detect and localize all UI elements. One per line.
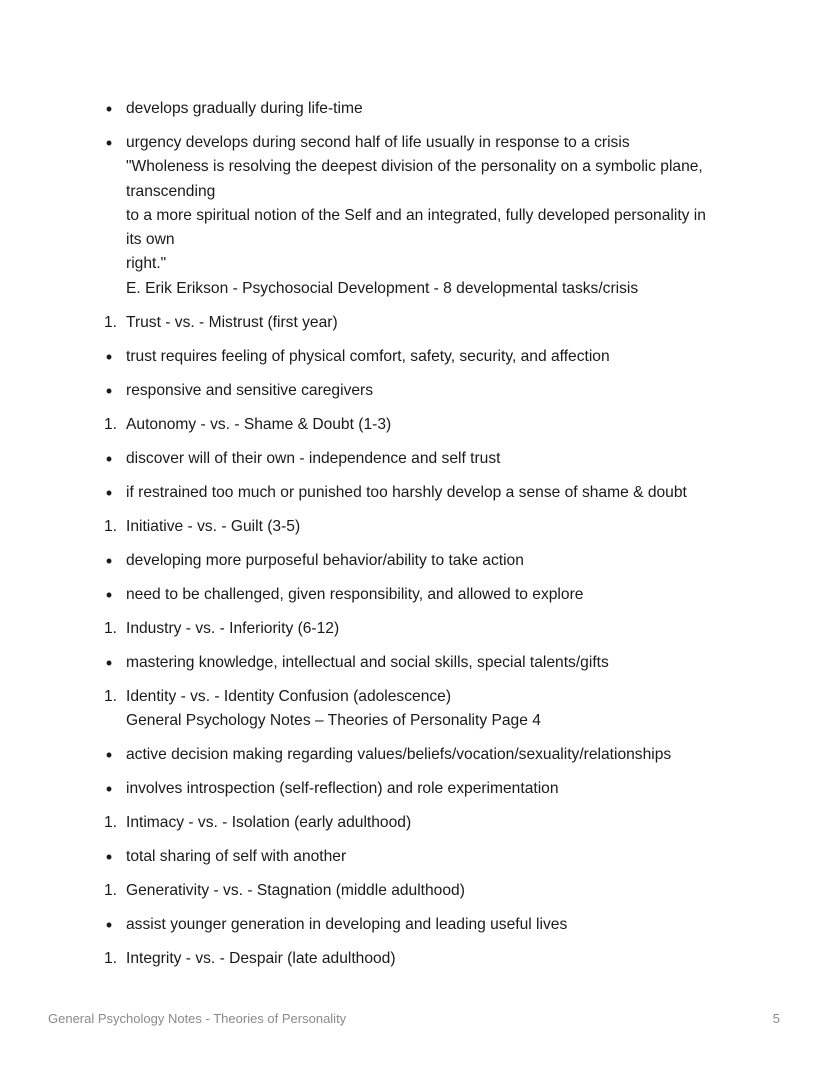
bullet-marker: • — [105, 846, 113, 867]
list-item-text: "Wholeness is resolving the deepest division of the personality on a symbolic plane, — [126, 158, 703, 176]
bullet-list-item — [0, 583, 828, 607]
numbered-list-item — [0, 947, 828, 971]
bullet-marker: • — [105, 380, 113, 401]
list-item-text: to a more spiritual notion of the Self and an integrated, fully developed personality in — [126, 206, 706, 224]
numbered-list-item — [0, 617, 828, 641]
bullet-marker: • — [105, 744, 113, 765]
list-number: 1. — [104, 619, 118, 637]
bullet-list-item — [0, 481, 828, 505]
list-item-text: urgency develops during second half of life usually in response to a crisis — [126, 133, 630, 151]
list-item-text: Generativity - vs. - Stagnation (middle adulthood) — [126, 881, 465, 899]
list-number: 1. — [104, 813, 118, 831]
list-number: 1. — [104, 687, 118, 705]
page-number: 5 — [772, 1011, 780, 1026]
numbered-list-item — [0, 311, 828, 335]
list-item-text: Integrity - vs. - Despair (late adulthood) — [126, 949, 396, 967]
numbered-list-item — [0, 811, 828, 835]
bullet-marker: • — [105, 914, 113, 935]
list-item-text: Autonomy - vs. - Shame & Doubt (1-3) — [126, 415, 392, 433]
bullet-list-item — [0, 913, 828, 937]
numbered-list-item — [0, 515, 828, 539]
bullet-marker: • — [105, 778, 113, 799]
numbered-list-item — [0, 879, 828, 903]
list-number: 1. — [104, 313, 118, 331]
list-item-text: Trust - vs. - Mistrust (first year) — [126, 313, 338, 331]
list-item-text: trust requires feeling of physical comfort, safety, security, and affection — [126, 347, 610, 365]
numbered-list-item — [0, 413, 828, 437]
list-item-text: assist younger generation in developing and leading useful lives — [126, 915, 568, 933]
bullet-marker: • — [105, 448, 113, 469]
list-number: 1. — [104, 881, 118, 899]
bullet-marker: • — [105, 99, 113, 119]
list-item-text: discover will of their own - independence and self trust — [126, 449, 501, 467]
list-item-text: active decision making regarding values/beliefs/vocation/sexuality/relationships — [126, 745, 672, 763]
list-item-text: Initiative - vs. - Guilt (3-5) — [126, 517, 301, 535]
bullet-list-item — [0, 549, 828, 573]
bullet-marker: • — [105, 132, 113, 153]
list-item-text: General Psychology Notes – Theories of Personality Page 4 — [126, 711, 541, 729]
list-item-text: responsive and sensitive caregivers — [126, 381, 374, 399]
list-item-text: right." — [126, 255, 167, 273]
notes-list — [0, 97, 828, 981]
bullet-list-item — [0, 845, 828, 869]
list-item-text: E. Erik Erikson - Psychosocial Development - 8 developmental tasks/crisis — [126, 279, 639, 297]
bullet-marker: • — [105, 584, 113, 605]
bullet-marker: • — [105, 652, 113, 673]
list-item-text: transcending — [126, 182, 216, 200]
list-number: 1. — [104, 949, 118, 967]
list-item-text: involves introspection (self-reflection) and role experimentation — [126, 779, 559, 797]
list-item-text: developing more purposeful behavior/ability to take action — [126, 551, 524, 569]
list-item-text: Intimacy - vs. - Isolation (early adulthood) — [126, 813, 412, 831]
list-item-text: its own — [126, 231, 175, 249]
bullet-list-item — [0, 131, 828, 301]
bullet-list-item — [0, 447, 828, 471]
bullet-marker: • — [105, 550, 113, 571]
bullet-list-item — [0, 345, 828, 369]
bullet-marker: • — [105, 346, 113, 367]
list-item-text: if restrained too much or punished too harshly develop a sense of shame & doubt — [126, 483, 687, 501]
bullet-marker: • — [105, 482, 113, 503]
bullet-list-item — [0, 777, 828, 801]
list-item-text: total sharing of self with another — [126, 847, 347, 865]
list-number: 1. — [104, 415, 118, 433]
list-item-text: mastering knowledge, intellectual and social skills, special talents/gifts — [126, 653, 609, 671]
list-item-text: need to be challenged, given responsibility, and allowed to explore — [126, 585, 584, 603]
list-number: 1. — [104, 517, 118, 535]
bullet-list-item — [0, 743, 828, 767]
list-item-text: Identity - vs. - Identity Confusion (adolescence) — [126, 687, 452, 705]
bullet-list-item — [0, 97, 828, 121]
list-item-text: develops gradually during life-time — [126, 100, 363, 117]
bullet-list-item — [0, 651, 828, 675]
list-item-text: Industry - vs. - Inferiority (6-12) — [126, 619, 340, 637]
bullet-list-item — [0, 379, 828, 403]
numbered-list-item — [0, 685, 828, 734]
footer-title: General Psychology Notes - Theories of Personality — [48, 1011, 347, 1026]
